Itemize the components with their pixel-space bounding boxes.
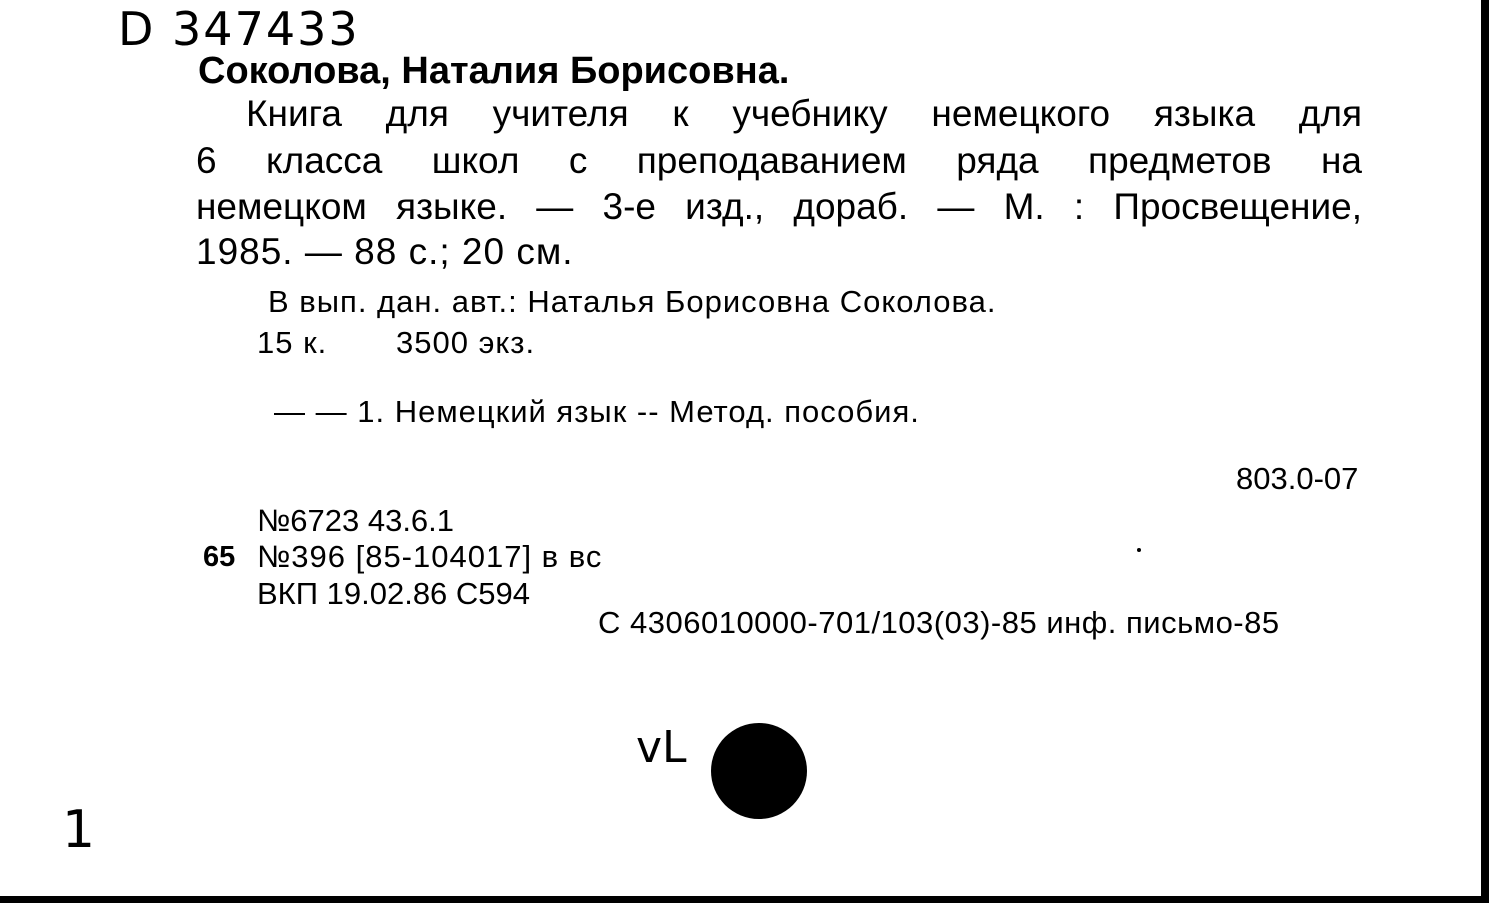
classification-code: 803.0-07 bbox=[1236, 461, 1359, 496]
imprint-code: С 4306010000-701/103(03)-85 инф. письмо-85 bbox=[598, 605, 1280, 640]
handwritten-initials: vL bbox=[636, 722, 687, 773]
registration-line-1: №6723 43.6.1 bbox=[257, 503, 455, 538]
ink-speck bbox=[1137, 548, 1141, 552]
author-note: В вып. дан. авт.: Наталья Борисовна Соколова. bbox=[268, 284, 997, 319]
title-line-3: немецком языке. — 3-е изд., дораб. — М. : Просвещение, bbox=[196, 186, 1362, 227]
handwritten-number: 1 bbox=[62, 800, 96, 860]
registration-prefix: 65 bbox=[203, 541, 236, 573]
registration-line-3: ВКП 19.02.86 С594 bbox=[257, 576, 531, 611]
title-line-1: Книга для учителя к учебнику немецкого языка для bbox=[246, 93, 1362, 134]
title-line-2: 6 класса школ с преподаванием ряда предметов на bbox=[196, 140, 1362, 181]
call-number: D 347433 bbox=[118, 2, 360, 56]
registration-line-2: №396 [85-104017] в вс bbox=[257, 539, 603, 574]
author-heading: Соколова, Наталия Борисовна. bbox=[198, 50, 790, 92]
copies: 3500 экз. bbox=[396, 325, 536, 360]
black-dot-mark bbox=[711, 723, 807, 819]
price: 15 к. bbox=[257, 325, 328, 360]
title-line-4: 1985. — 88 с.; 20 см. bbox=[196, 231, 574, 272]
subject-heading: — — 1. Немецкий язык -- Метод. пособия. bbox=[274, 394, 920, 429]
